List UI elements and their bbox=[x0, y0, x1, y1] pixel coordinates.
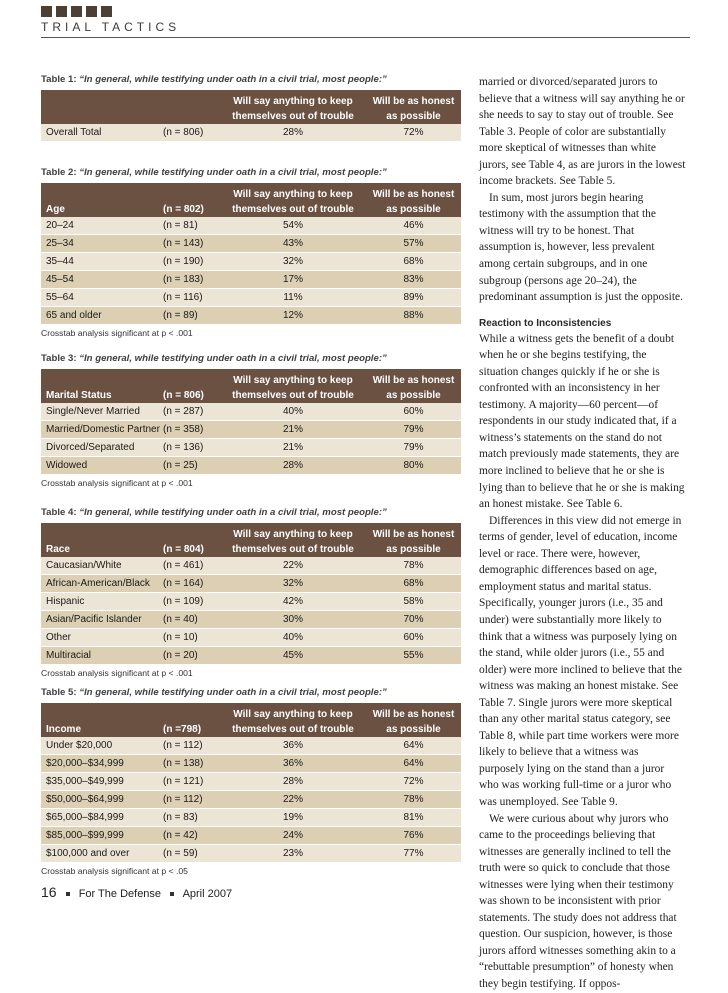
row-honest-pct: 55% bbox=[403, 650, 424, 661]
header-rule bbox=[41, 37, 690, 38]
sample-size-header: (n =798) bbox=[163, 724, 202, 735]
table-row bbox=[41, 557, 461, 575]
row-say-anything-pct: 45% bbox=[282, 650, 303, 661]
row-honest-pct: 78% bbox=[403, 560, 424, 571]
column-header-say-anything: Will say anything to keep themselves out of trouble bbox=[232, 529, 354, 555]
row-say-anything-pct: 36% bbox=[282, 740, 303, 751]
row-label: 45–54 bbox=[46, 274, 74, 285]
row-label: Divorced/Separated bbox=[46, 442, 135, 453]
row-label: Under $20,000 bbox=[46, 740, 113, 751]
row-say-anything-pct: 19% bbox=[282, 812, 303, 823]
table-label: Table 5: bbox=[41, 687, 77, 698]
row-honest-pct: 77% bbox=[403, 848, 424, 859]
table-row bbox=[41, 271, 461, 289]
table-title bbox=[41, 687, 461, 698]
sample-size-header: (n = 806) bbox=[163, 390, 204, 401]
row-honest-pct: 78% bbox=[403, 794, 424, 805]
row-sample-size: (n = 112) bbox=[163, 740, 203, 751]
row-sample-size: (n = 59) bbox=[163, 848, 198, 859]
table-header bbox=[41, 369, 461, 403]
article-paragraph: Differences in this view did not emerge in terms of gender, level of education, income level or race. There were, however, demographic differences based on age, employment status and marital status. Specifically, younger jurors (i.e., 35 and under) were substantially more likely to think that a witness was purposely lying on the stand, while older jurors (i.e., 55 and older) were more inclined to believe that the witness was making an honest mistake. See Table 7. Single jurors were more skeptical than any other marital status category, see Table 8, while part time workers were more likely to believe that a witness was purposely lying on the stand than a juror who was working full-time or a juror who was unemployed. See Table 9. bbox=[479, 514, 682, 808]
row-say-anything-pct: 32% bbox=[282, 578, 303, 589]
row-say-anything-pct: 32% bbox=[282, 256, 303, 267]
column-header-honest: Will be as honest as possible bbox=[372, 529, 455, 555]
row-sample-size: (n = 83) bbox=[163, 812, 198, 823]
table-row bbox=[41, 439, 461, 457]
row-sample-size: (n = 81) bbox=[163, 220, 198, 231]
row-label: Caucasian/White bbox=[46, 560, 122, 571]
table-row bbox=[41, 457, 461, 475]
row-honest-pct: 83% bbox=[403, 274, 424, 285]
row-sample-size: (n = 121) bbox=[163, 776, 204, 787]
column-header-say-anything: Will say anything to keep themselves out of trouble bbox=[232, 709, 354, 735]
column-header-honest: Will be as honest as possible bbox=[372, 375, 455, 401]
row-sample-size: (n = 25) bbox=[163, 460, 198, 471]
table-question: “In general, while testifying under oath in a civil trial, most people:” bbox=[79, 353, 387, 364]
row-label: $100,000 and over bbox=[46, 848, 130, 859]
row-sample-size: (n = 806) bbox=[163, 127, 204, 138]
category-header: Income bbox=[46, 724, 82, 735]
row-sample-size: (n = 138) bbox=[163, 758, 204, 769]
table-header bbox=[41, 703, 461, 737]
row-say-anything-pct: 40% bbox=[282, 632, 303, 643]
table-row bbox=[41, 575, 461, 593]
row-say-anything-pct: 24% bbox=[282, 830, 303, 841]
row-honest-pct: 60% bbox=[403, 632, 424, 643]
row-honest-pct: 46% bbox=[403, 220, 424, 231]
article-column bbox=[479, 74, 686, 993]
column-header-honest: Will be as honest as possible bbox=[372, 96, 455, 122]
row-honest-pct: 79% bbox=[403, 424, 424, 435]
table-row bbox=[41, 124, 461, 142]
row-honest-pct: 76% bbox=[403, 830, 424, 841]
row-honest-pct: 81% bbox=[403, 812, 424, 823]
table-row bbox=[41, 235, 461, 253]
table-row bbox=[41, 403, 461, 421]
column-header-honest: Will be as honest as possible bbox=[372, 189, 455, 215]
row-say-anything-pct: 28% bbox=[282, 776, 303, 787]
table-row bbox=[41, 773, 461, 791]
row-label: Other bbox=[46, 632, 72, 643]
row-label: Multiracial bbox=[46, 650, 92, 661]
row-label: Married/Domestic Partner bbox=[46, 424, 160, 435]
row-say-anything-pct: 28% bbox=[282, 460, 303, 471]
row-label: 25–34 bbox=[46, 238, 74, 249]
row-label: 20–24 bbox=[46, 220, 74, 231]
table-label: Table 4: bbox=[41, 507, 77, 518]
table-row bbox=[41, 289, 461, 307]
row-say-anything-pct: 22% bbox=[282, 560, 303, 571]
category-header: Marital Status bbox=[46, 390, 112, 401]
article-paragraph: married or divorced/separated jurors to believe that a witness will say anything he or she needs to say to stay out of trouble. See Table 3. People of color are substantially more skeptical of witnesses than white jurors, see Table 4, as are jurors in the lowest income brackets. See Table 5. bbox=[479, 76, 686, 188]
row-honest-pct: 80% bbox=[403, 460, 424, 471]
row-say-anything-pct: 21% bbox=[282, 424, 303, 435]
row-sample-size: (n = 20) bbox=[163, 650, 198, 661]
row-say-anything-pct: 23% bbox=[282, 848, 303, 859]
row-label: 35–44 bbox=[46, 256, 74, 267]
row-say-anything-pct: 12% bbox=[282, 310, 303, 321]
row-honest-pct: 72% bbox=[403, 127, 424, 138]
row-label: $85,000–$99,999 bbox=[46, 830, 124, 841]
row-honest-pct: 72% bbox=[403, 776, 424, 787]
row-say-anything-pct: 43% bbox=[282, 238, 303, 249]
table-question: “In general, while testifying under oath in a civil trial, most people:” bbox=[79, 74, 387, 85]
row-honest-pct: 68% bbox=[403, 578, 424, 589]
row-sample-size: (n = 358) bbox=[163, 424, 204, 435]
row-honest-pct: 70% bbox=[403, 614, 424, 625]
row-say-anything-pct: 17% bbox=[282, 274, 303, 285]
sample-size-header: (n = 804) bbox=[163, 544, 204, 555]
row-label: Widowed bbox=[46, 460, 88, 471]
row-honest-pct: 60% bbox=[403, 406, 424, 417]
row-honest-pct: 58% bbox=[403, 596, 424, 607]
row-label: Overall Total bbox=[46, 127, 102, 138]
table-row bbox=[41, 307, 461, 325]
bullet-icon bbox=[170, 892, 174, 896]
sample-size-header: (n = 802) bbox=[163, 204, 204, 215]
row-label: $35,000–$49,999 bbox=[46, 776, 124, 787]
row-label: $50,000–$64,999 bbox=[46, 794, 124, 805]
row-sample-size: (n = 10) bbox=[163, 632, 198, 643]
article-paragraph: In sum, most jurors begin hearing testimony with the assumption that the witness will try to be honest. That assumption is, however, less prevalent among certain subgroups, and in one subgroup (persons age 20–24), the predominant assumption is just the opposite. bbox=[479, 191, 683, 304]
row-honest-pct: 79% bbox=[403, 442, 424, 453]
row-label: 65 and older bbox=[46, 310, 102, 321]
article-subheading: Reaction to Inconsistencies bbox=[479, 317, 612, 329]
table-row bbox=[41, 593, 461, 611]
row-say-anything-pct: 42% bbox=[282, 596, 303, 607]
table-label: Table 3: bbox=[41, 353, 77, 364]
table-header bbox=[41, 183, 461, 217]
row-honest-pct: 64% bbox=[403, 758, 424, 769]
data-table bbox=[41, 369, 461, 475]
table-label: Table 1: bbox=[41, 74, 77, 85]
row-honest-pct: 57% bbox=[403, 238, 424, 249]
row-honest-pct: 68% bbox=[403, 256, 424, 267]
row-say-anything-pct: 22% bbox=[282, 794, 303, 805]
table-row bbox=[41, 827, 461, 845]
row-sample-size: (n = 461) bbox=[163, 560, 204, 571]
table-row bbox=[41, 611, 461, 629]
row-sample-size: (n = 40) bbox=[163, 614, 198, 625]
table-title bbox=[41, 167, 461, 178]
table-row bbox=[41, 421, 461, 439]
table-title bbox=[41, 74, 461, 85]
row-sample-size: (n = 190) bbox=[163, 256, 204, 267]
table-question: “In general, while testifying under oath in a civil trial, most people:” bbox=[79, 167, 387, 178]
issue-date: April 2007 bbox=[182, 888, 233, 900]
row-say-anything-pct: 28% bbox=[282, 127, 303, 138]
row-say-anything-pct: 21% bbox=[282, 442, 303, 453]
table-footnote: Crosstab analysis significant at p < .001 bbox=[41, 478, 193, 488]
table-row bbox=[41, 647, 461, 665]
data-table bbox=[41, 90, 461, 142]
column-header-say-anything: Will say anything to keep themselves out of trouble bbox=[232, 189, 354, 215]
row-say-anything-pct: 36% bbox=[282, 758, 303, 769]
row-sample-size: (n = 89) bbox=[163, 310, 198, 321]
row-label: Single/Never Married bbox=[46, 406, 140, 417]
row-sample-size: (n = 116) bbox=[163, 292, 203, 303]
row-honest-pct: 64% bbox=[403, 740, 424, 751]
column-header-say-anything: Will say anything to keep themselves out of trouble bbox=[232, 375, 354, 401]
row-honest-pct: 89% bbox=[403, 292, 424, 303]
table-row bbox=[41, 845, 461, 863]
row-label: African-American/Black bbox=[46, 578, 150, 589]
column-header-honest: Will be as honest as possible bbox=[372, 709, 455, 735]
row-label: Asian/Pacific Islander bbox=[46, 614, 142, 625]
table-question: “In general, while testifying under oath in a civil trial, most people:” bbox=[79, 687, 387, 698]
category-header: Race bbox=[46, 544, 70, 555]
row-say-anything-pct: 11% bbox=[283, 292, 303, 303]
table-footnote: Crosstab analysis significant at p < .001 bbox=[41, 668, 193, 678]
row-sample-size: (n = 164) bbox=[163, 578, 204, 589]
table-row bbox=[41, 629, 461, 647]
section-marker-squares bbox=[41, 6, 112, 17]
row-sample-size: (n = 136) bbox=[163, 442, 204, 453]
table-header bbox=[41, 90, 461, 124]
row-label: Hispanic bbox=[46, 596, 85, 607]
data-table bbox=[41, 183, 461, 325]
table-label: Table 2: bbox=[41, 167, 77, 178]
row-honest-pct: 88% bbox=[403, 310, 424, 321]
table-row bbox=[41, 217, 461, 235]
row-sample-size: (n = 109) bbox=[163, 596, 204, 607]
row-say-anything-pct: 40% bbox=[282, 406, 303, 417]
table-question: “In general, while testifying under oath in a civil trial, most people:” bbox=[79, 507, 387, 518]
publication-name: For The Defense bbox=[78, 888, 162, 900]
row-say-anything-pct: 30% bbox=[282, 614, 303, 625]
table-title bbox=[41, 507, 461, 518]
row-say-anything-pct: 54% bbox=[282, 220, 303, 231]
table-footnote: Crosstab analysis significant at p < .05 bbox=[41, 866, 188, 876]
table-row bbox=[41, 809, 461, 827]
data-table bbox=[41, 523, 461, 665]
article-paragraph: While a witness gets the benefit of a doubt when he or she begins testifying, the situation changes quickly if he or she is confronted with an inconsistency in her testimony. A majority—60 percent—of respondents in our study indicated that, if a witness’s statements on the stand do not match previously made statements, they are more inclined to believe that he or she is lying than to believe that he or she is making an honest mistake. See Table 6. bbox=[479, 332, 685, 511]
row-label: $65,000–$84,999 bbox=[46, 812, 124, 823]
table-header bbox=[41, 523, 461, 557]
data-table bbox=[41, 703, 461, 863]
table-row bbox=[41, 755, 461, 773]
row-sample-size: (n = 42) bbox=[163, 830, 198, 841]
row-sample-size: (n = 183) bbox=[163, 274, 204, 285]
article-paragraph: We were curious about why jurors who came to the proceedings believing that witnesses are generally inclined to tell the truth were so quick to conclude that those witnesses were lying when their testimony was shown to be inconsistent with prior statements. The study does not address that question. Our suspicion, however, is those jurors afford witnesses something akin to a “rebuttable presumption” of honesty when they begin testifying. If oppos- bbox=[479, 812, 677, 990]
row-label: 55–64 bbox=[46, 292, 74, 303]
bullet-icon bbox=[66, 892, 70, 896]
row-sample-size: (n = 287) bbox=[163, 406, 204, 417]
section-title: TRIAL TACTICS bbox=[41, 20, 181, 34]
table-row bbox=[41, 737, 461, 755]
category-header: Age bbox=[46, 204, 65, 215]
table-row bbox=[41, 791, 461, 809]
column-header-say-anything: Will say anything to keep themselves out of trouble bbox=[232, 96, 354, 122]
table-title bbox=[41, 353, 461, 364]
page-footer bbox=[41, 884, 232, 900]
table-footnote: Crosstab analysis significant at p < .001 bbox=[41, 328, 193, 338]
row-label: $20,000–$34,999 bbox=[46, 758, 124, 769]
table-row bbox=[41, 253, 461, 271]
row-sample-size: (n = 143) bbox=[163, 238, 204, 249]
row-sample-size: (n = 112) bbox=[163, 794, 203, 805]
page-number: 16 bbox=[41, 884, 57, 900]
